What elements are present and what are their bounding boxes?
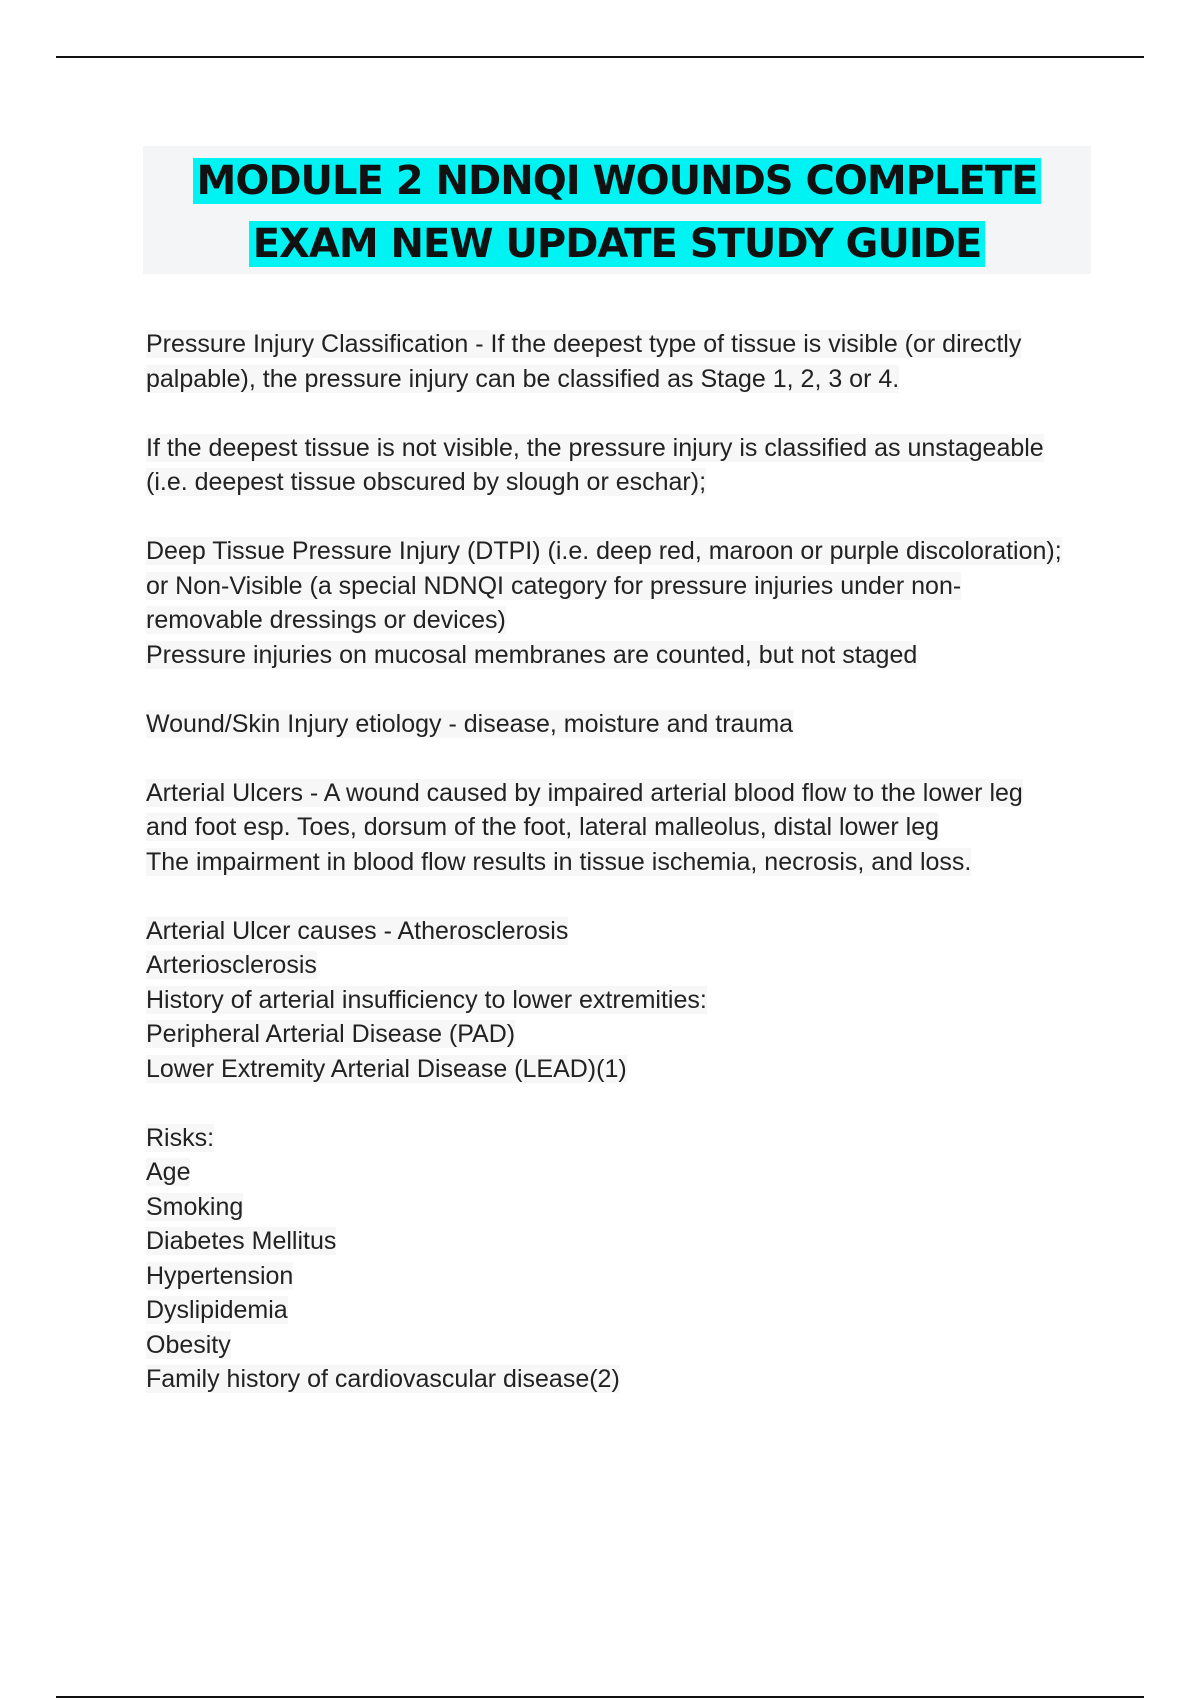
text-line: Lower Extremity Arterial Disease (LEAD)(1) (146, 1054, 627, 1083)
title-line-1: MODULE 2 NDNQI WOUNDS COMPLETE (143, 150, 1091, 213)
text-line: palpable), the pressure injury can be classified as Stage 1, 2, 3 or 4. (146, 364, 900, 393)
text-line: Peripheral Arterial Disease (PAD) (146, 1020, 516, 1048)
text-line: (i.e. deepest tissue obscured by slough or eschar); (146, 468, 707, 496)
paragraph-unstageable (146, 431, 1096, 500)
paragraph-etiology (146, 707, 1096, 742)
text-line: History of arterial insufficiency to lower extremities: (146, 985, 707, 1014)
text-line: Family history of cardiovascular disease(2) (146, 1365, 620, 1393)
text-line: Smoking (146, 1192, 244, 1221)
text-line: Hypertension (146, 1261, 294, 1290)
paragraph-risks (146, 1121, 1096, 1397)
paragraph-pressure-injury-classification (146, 327, 1096, 396)
text-line: Arterial Ulcers - A wound caused by impaired arterial blood flow to the lower leg (146, 778, 1023, 807)
paragraph-dtpi (146, 534, 1096, 672)
paragraph-arterial-ulcer-causes (146, 914, 1096, 1087)
text-line: Dyslipidemia (146, 1296, 288, 1324)
text-line: Age (146, 1158, 191, 1186)
text-line: Pressure Injury Classification - If the deepest type of tissue is visible (or directly (146, 330, 1022, 358)
text-line: or Non-Visible (a special NDNQI category for pressure injuries under non- (146, 571, 962, 600)
text-line: and foot esp. Toes, dorsum of the foot, lateral malleolus, distal lower leg (146, 813, 940, 841)
document-title (143, 150, 1091, 276)
text-line: Arterial Ulcer causes - Atherosclerosis (146, 916, 569, 945)
text-line: Risks: (146, 1123, 215, 1152)
text-line: Diabetes Mellitus (146, 1227, 337, 1255)
text-line: Arteriosclerosis (146, 951, 317, 979)
text-line: If the deepest tissue is not visible, the pressure injury is classified as unstageable (146, 433, 1044, 462)
document-body (146, 327, 1096, 1431)
text-line: Deep Tissue Pressure Injury (DTPI) (i.e. deep red, maroon or purple discoloration); (146, 537, 1062, 565)
text-line: Obesity (146, 1330, 231, 1359)
text-line: removable dressings or devices) (146, 606, 506, 634)
text-line: The impairment in blood flow results in tissue ischemia, necrosis, and loss. (146, 847, 972, 876)
paragraph-arterial-ulcers (146, 776, 1096, 880)
text-line: Wound/Skin Injury etiology - disease, moisture and trauma (146, 709, 794, 738)
title-line-2: EXAM NEW UPDATE STUDY GUIDE (143, 213, 1091, 276)
top-rule (56, 56, 1144, 58)
bottom-rule (56, 1696, 1144, 1698)
text-line: Pressure injuries on mucosal membranes are counted, but not staged (146, 640, 918, 669)
